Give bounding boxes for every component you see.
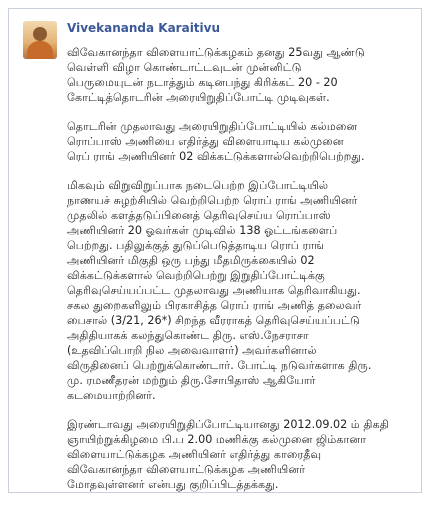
post-line: முதலில் களத்தடுப்பினைத் தெரிவுசெய்ய ரொப்பாஸ் xyxy=(67,209,331,222)
avatar-head xyxy=(33,27,47,41)
post-line: கடமையாற்றினர். xyxy=(67,389,156,402)
post-line: விவேகானந்தா விளையாட்டுக்கழகம் தனது 25வது ஆண்டு xyxy=(67,46,365,59)
post-line: விளையாட்டுக்கழக அணியினர் எதிர்த்து காரைதீவு xyxy=(67,448,322,461)
post-line: விக்கட்டுக்களால் வெற்றிபெற்று இறுதிப்போட்டிக்கு xyxy=(67,269,325,282)
post-line: அணியினர் மிகுதி ஒரு பந்து மீதமிருக்கையில் 02 xyxy=(67,254,315,267)
avatar[interactable] xyxy=(23,21,57,59)
post-line: பெற்றது. பதிலுக்குத் துடுப்பெடுத்தாடிய ரொப் ராங் xyxy=(67,239,325,252)
post-line: மு. ரமணீதரன் மற்றும் திரு.சோபிதாஸ் ஆகியோர் xyxy=(67,374,316,387)
paragraph-first-semifinal xyxy=(67,119,417,164)
post-line: அதிதியாகக் கலந்துகொண்ட திரு. எஸ்.நேசராசா xyxy=(67,329,309,342)
post-line: பெருமையுடன் நடாத்தும் கடினபந்து கிரிக்கட் 20 - 20 xyxy=(67,76,338,89)
post-line: கோட்டித்தொடரின் அரையிறுதிப்போட்டி முடிவுகள். xyxy=(67,91,330,104)
post-line: சகல துறைகளிலும் பிரகாசித்த ரொப் ராங் அணித் தலைவர் xyxy=(67,299,362,312)
paragraph-intro xyxy=(67,45,417,105)
post-line: பைசால் (3/21, 26*) சிறந்த வீரராகத் தெரிவுசெய்யப்பட்டு xyxy=(67,314,361,327)
post-line: தெரிவுசெய்யப்பட்ட முதலாவது அணியாக தெரிவாகியது. xyxy=(67,284,361,297)
post-line: ரெப் ராங் அணியினர் 02 விக்கட்டுக்களால்வெற்றிபெற்றது. xyxy=(67,150,365,163)
paragraph-second-semifinal xyxy=(67,417,417,492)
post-line: விவேகானந்தா விளையாட்டுக்கழக அணியினர் xyxy=(67,463,306,476)
avatar-robe xyxy=(27,41,53,59)
post-line: விருதினைப் பெற்றுக்கொண்டார். போட்டி நடுவர்களாக திரு. xyxy=(67,359,372,372)
author-name[interactable]: Vivekananda Karaitivu xyxy=(67,21,221,35)
post-line: மோதவுள்ளனர் என்பது குறிப்பிடத்தக்கது. xyxy=(67,478,279,491)
post-line: நாணயச் சுழற்சியில் வெற்றிபெற்ற ரொப் ராங் அணியினர் xyxy=(67,194,358,207)
post-line: இரண்டாவது அரையிறுதிப்போட்டியானது 2012.09.02 ம் திகதி xyxy=(67,418,389,431)
post-line: தொடரின் முதலாவது அரையிறுதிப்போட்டியில் கல்மனை xyxy=(67,120,358,133)
post-line: மிகவும் விறுவிறுப்பாக நடைபெற்ற இப்போட்டியில் xyxy=(67,179,329,192)
post-line: அணியினர் 20 ஓவர்கள் முடிவில் 138 ஓட்டங்களைப் xyxy=(67,224,338,237)
post-line: (உதவிப்பொறி நில அவைவாளர்) அவர்களினால் xyxy=(67,344,317,357)
post-line: வெள்ளி விழா கொண்டாட்டவுடன் முன்னிட்டு xyxy=(67,61,302,74)
post-line: ஞாயிற்றுக்கிழமை பி.ப 2.00 மணிக்கு கல்முனை ஜிம்கானா xyxy=(67,433,367,446)
post-line: ரொப்பாஸ் அணியை எதிர்த்து விளையாடிய கல்முனை xyxy=(67,135,344,148)
paragraph-match-report xyxy=(67,178,417,403)
post-body xyxy=(67,45,417,506)
post-card xyxy=(8,8,422,493)
